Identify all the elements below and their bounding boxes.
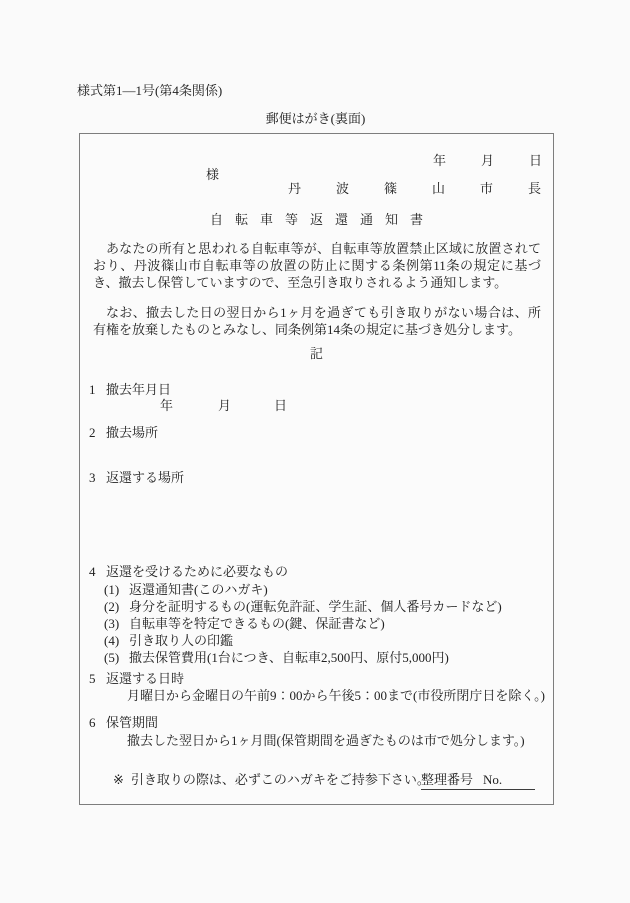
list-item-storage-period — [89, 714, 158, 731]
item-number: 4 — [89, 564, 96, 579]
issue-date-day-label: 日 — [528, 153, 542, 168]
list-item-return-place — [89, 469, 184, 486]
sub-item-notice-postcard — [104, 581, 502, 598]
list-item-removal-date — [89, 381, 171, 398]
removal-date-month-label: 月 — [218, 398, 232, 413]
item-label: 保管期間 — [106, 715, 159, 730]
list-item-return-hours — [89, 670, 184, 687]
list-item-required-things — [89, 563, 288, 580]
list-item-removal-place — [89, 424, 158, 441]
sub-item-number: (5) — [104, 650, 120, 665]
sub-item-seal — [104, 632, 502, 649]
required-things-sub-list — [104, 581, 502, 666]
notice-paragraph-1: あなたの所有と思われる自転車等が、自転車等放置禁止区域に放置されており、丹波篠山市自転車等の放置の防止に関する条例第11条の規定に基づき、撤去し保管していますので、至急引き取りされるよう通知します。 — [93, 241, 541, 290]
sub-item-number: (3) — [104, 616, 120, 631]
issue-date-year-label: 年 — [432, 153, 446, 168]
asterisk-mark: ※ — [113, 772, 124, 787]
sub-item-number: (4) — [104, 633, 120, 648]
sub-item-storage-fee — [104, 649, 502, 666]
addressee-honorific: 様 — [206, 167, 220, 182]
sender-name: 丹波篠山市長 — [288, 181, 577, 196]
notice-paragraph-2: なお、撤去した日の翌日から1ヶ月を過ぎても引き取りがない場合は、所有権を放棄したものとみなし、同条例第14条の規定に基づき処分します。 — [93, 305, 541, 337]
item-label: 返還する日時 — [106, 671, 185, 686]
record-marker: 記 — [309, 346, 323, 361]
sub-item-identification — [104, 598, 502, 615]
issue-date-month-label: 月 — [480, 153, 494, 168]
reference-no-prefix: No. — [483, 772, 503, 787]
sub-item-text: 撤去保管費用(1台につき、自転車2,500円、原付5,000円) — [129, 650, 449, 665]
reference-number-field — [421, 771, 535, 790]
document-title: 自転車等返還通知書 — [209, 212, 435, 227]
item-number: 3 — [89, 470, 96, 485]
sub-item-number: (1) — [104, 582, 120, 597]
sub-item-text: 身分を証明するもの(運転免許証、学生証、個人番号カードなど) — [129, 599, 502, 614]
item-label: 返還する場所 — [106, 470, 185, 485]
sub-item-text: 自転車等を特定できるもの(鍵、保証書など) — [129, 616, 385, 631]
item-number: 1 — [89, 382, 96, 397]
item-label: 撤去年月日 — [106, 382, 172, 397]
removal-date-year-label: 年 — [160, 398, 174, 413]
reference-number-label: 整理番号 — [421, 772, 474, 787]
form-number-label: 様式第1—1号(第4条関係) — [77, 83, 223, 98]
item-number: 6 — [89, 715, 96, 730]
removal-date-day-label: 日 — [274, 398, 288, 413]
item-number: 2 — [89, 425, 96, 440]
sub-item-number: (2) — [104, 599, 120, 614]
issue-date-row — [433, 152, 542, 169]
item-label: 返還を受けるために必要なもの — [106, 564, 289, 579]
storage-period-detail: 撤去した翌日から1ヶ月間(保管期間を過ぎたものは市で処分します。) — [127, 733, 525, 748]
notice-box — [79, 133, 577, 805]
sub-item-bicycle-proof — [104, 615, 502, 632]
footer-note — [113, 771, 430, 788]
removal-date-blank-row — [160, 397, 287, 414]
item-label: 撤去場所 — [106, 425, 159, 440]
return-hours-detail: 月曜日から金曜日の午前9：00から午後5：00まで(市役所閉庁日を除く。) — [127, 688, 545, 703]
footer-note-text: 引き取りの際は、必ずこのハガキをご持参下さい。 — [130, 772, 430, 787]
sub-item-text: 返還通知書(このハガキ) — [129, 582, 268, 597]
postcard-side-title: 郵便はがき(裏面) — [265, 111, 366, 126]
item-number: 5 — [89, 671, 96, 686]
sub-item-text: 引き取り人の印鑑 — [129, 633, 234, 648]
